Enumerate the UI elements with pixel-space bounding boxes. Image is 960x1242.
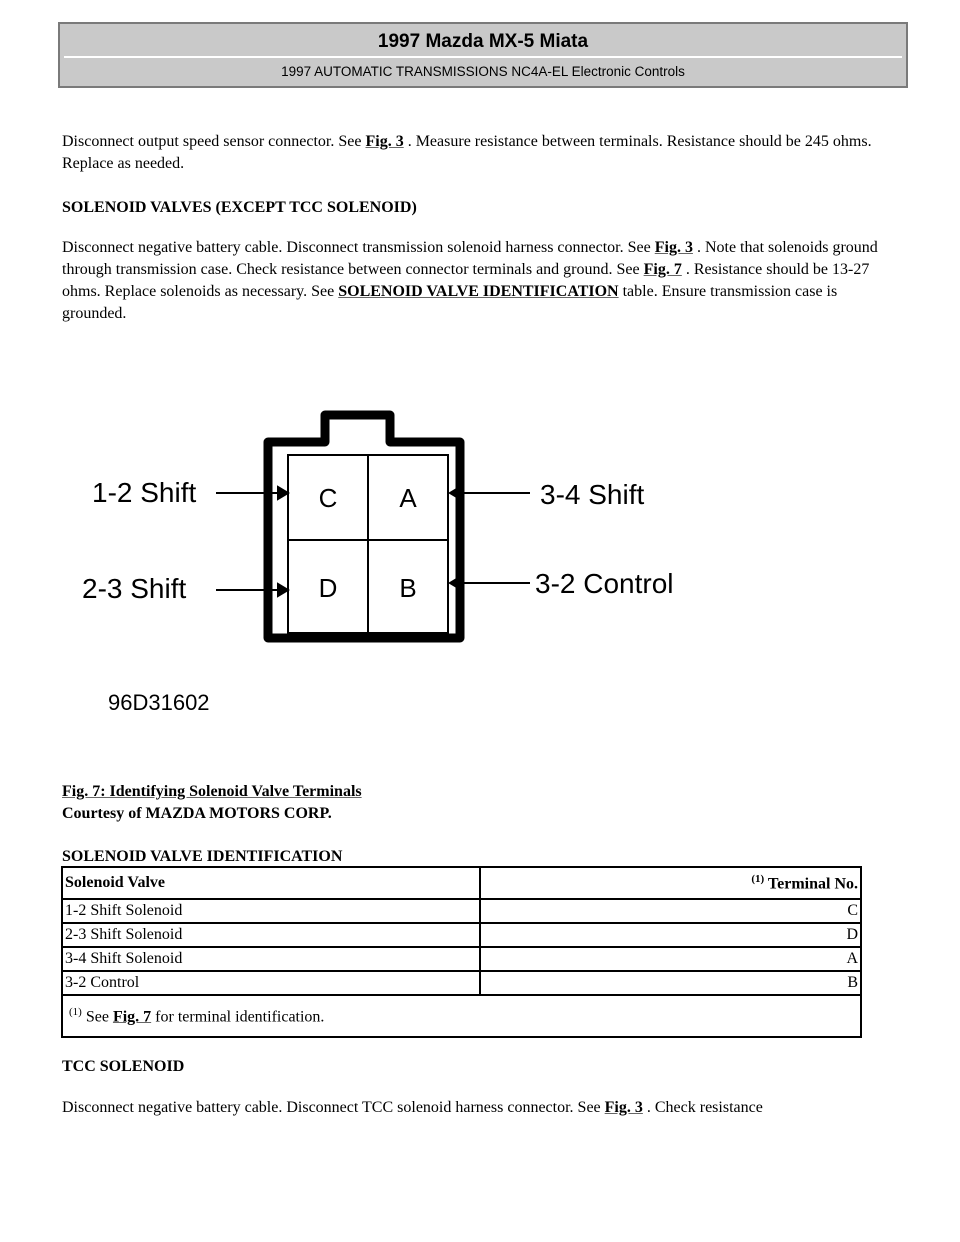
table-row [62, 899, 861, 923]
heading-solenoid-valves: SOLENOID VALVES (EXCEPT TCC SOLENOID) [62, 199, 417, 216]
terminal-b: B [399, 573, 417, 603]
paragraph-solenoid-valves: Disconnect negative battery cable. Disconnect transmission solenoid harness connector. See Fig. 3 . Note that solenoids ground through transmission case. Check resistance between connector terminals and ground. See Fig. 7 . Resistance should be 13-27 ohms. Replace solenoids as necessary. See SOLENOID VALVE IDENTIFICATION table. Ensure transmission case is grounded. [62, 239, 878, 322]
cell-terminal: C [480, 899, 861, 923]
header-title: 1997 Mazda MX-5 Miata [64, 28, 902, 58]
terminal-c: C [318, 483, 338, 513]
diagram-code: 96D31602 [108, 690, 210, 715]
page-header [58, 22, 908, 88]
label-3-2-control: 3-2 Control [535, 568, 674, 599]
fig-3-link[interactable]: Fig. 3 [365, 133, 404, 150]
fig-7-caption-link[interactable]: Fig. 7: Identifying Solenoid Valve Terminals [62, 783, 362, 800]
cell-terminal: B [480, 971, 861, 995]
solenoid-valve-identification-link[interactable]: SOLENOID VALVE IDENTIFICATION [338, 283, 619, 300]
col-header-solenoid-valve: Solenoid Valve [62, 867, 480, 899]
solenoid-valve-table [61, 866, 862, 1038]
heading-tcc-solenoid: TCC SOLENOID [62, 1058, 185, 1075]
cell-terminal: D [480, 923, 861, 947]
cell-terminal: A [480, 947, 861, 971]
fig-7-link[interactable]: Fig. 7 [643, 261, 682, 278]
figure-courtesy: Courtesy of MAZDA MOTORS CORP. [62, 805, 332, 822]
terminal-a: A [399, 483, 417, 513]
table-footnote-row [62, 995, 861, 1037]
paragraph-tcc-solenoid: Disconnect negative battery cable. Disconnect TCC solenoid harness connector. See Fig. 3 . Check resistance [62, 1099, 763, 1116]
figure-caption [62, 781, 902, 803]
fig-7-link[interactable]: Fig. 7 [112, 1008, 152, 1026]
label-2-3-shift: 2-3 Shift [82, 573, 187, 604]
table-title: SOLENOID VALVE IDENTIFICATION [62, 848, 343, 865]
terminal-d: D [318, 573, 338, 603]
solenoid-connector-diagram [70, 400, 710, 730]
fig-3-link[interactable]: Fig. 3 [654, 239, 693, 256]
table-row [62, 947, 861, 971]
table-header-row [62, 867, 861, 899]
table-footnote: $^{(1)}$ See Fig. 7 for terminal identification. [62, 995, 861, 1037]
cell-valve: 3-2 Control [62, 971, 480, 995]
cell-valve: 2-3 Shift Solenoid [62, 923, 480, 947]
connector-housing [268, 415, 460, 638]
label-1-2-shift: 1-2 Shift [92, 477, 197, 508]
cell-valve: 1-2 Shift Solenoid [62, 899, 480, 923]
col-header-terminal-no: $^{(1)}$ Terminal No. [480, 867, 861, 899]
fig-3-link[interactable]: Fig. 3 [604, 1099, 643, 1116]
header-subtitle: 1997 AUTOMATIC TRANSMISSIONS NC4A-EL Electronic Controls [281, 64, 685, 79]
paragraph-output-speed-sensor: Disconnect output speed sensor connector. See Fig. 3 . Measure resistance between terminals. Resistance should be 245 ohms. Replace as needed. [62, 133, 872, 172]
table-row [62, 971, 861, 995]
table-row [62, 923, 861, 947]
label-3-4-shift: 3-4 Shift [540, 479, 645, 510]
cell-valve: 3-4 Shift Solenoid [62, 947, 480, 971]
